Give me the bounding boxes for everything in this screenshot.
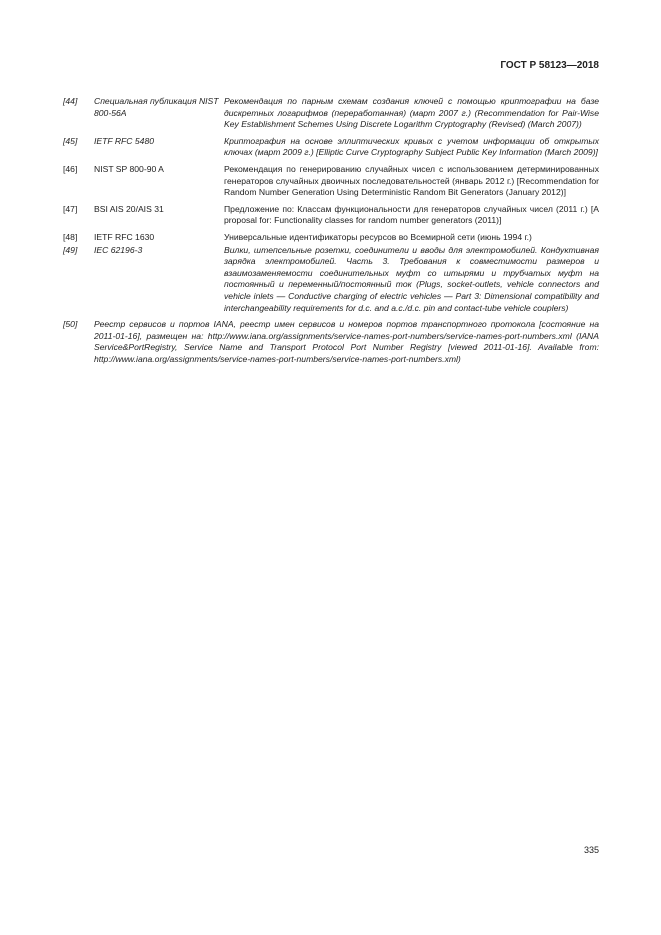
reference-description: Криптография на основе эллиптических кривых с учетом информации об открытых ключах (март 2009 г.) [Elliptic Curve Cryptography Subject Public Key Information (March 2009)] [224, 135, 599, 158]
reference-number: [48] [63, 231, 78, 242]
reference-source: IEC 62196-3 [94, 244, 143, 255]
reference-description: Вилки, штепсельные розетки, соединители и вводы для электромобилей. Кондуктивная зарядка электромобилей. Часть 3. Требования к совместимости размеров и взаимозаменяемости соединительных муфт со штырями и трубчатых муфт на постоянный и переменный/постоянный ток (Plugs, socket-outlets, vehicle connectors and vehicle inlets — Conductive charging of electric vehicles — Part 3: Dimensional compatibility and interchangeability requirements for d.c. and a.c./d.c. pin and contact-tube vehicle couplers) [224, 244, 599, 313]
document-header: ГОСТ Р 58123—2018 [500, 60, 599, 71]
reference-item [63, 232, 599, 244]
reference-number: [44] [63, 96, 78, 106]
reference-description: Предложение по: Классам функциональности для генераторов случайных чисел (2011 г.) [A proposal for: Functionality classes for random number generators (2011)] [224, 203, 599, 226]
reference-item [63, 245, 599, 315]
bibliography-list [63, 96, 599, 370]
reference-number: [49] [63, 244, 78, 255]
reference-number: [47] [63, 203, 78, 214]
reference-source: IETF RFC 5480 [94, 135, 155, 146]
reference-item [63, 319, 599, 365]
reference-item [63, 136, 599, 159]
reference-number: [46] [63, 163, 78, 174]
reference-description: Рекомендация по генерированию случайных чисел с использованием детерминированных генераторов случайных двоичных последовательностей (январь 2012 г.) [Recommendation for Random Number Generation Using Deterministic Random Bit Generators (January 2012)] [224, 163, 599, 198]
reference-source: BSI AIS 20/AIS 31 [94, 203, 164, 214]
reference-source: Специальная публикация NIST 800-56A [94, 96, 219, 118]
reference-description: Рекомендация по парным схемам создания ключей с помощью криптографии на базе дискретных логарифмов (переработанная) (март 2007 г.) (Recommendation for Pair-Wise Key Establishment Schemes Using Discrete Logarithm Cryptography (Revised) (March 2007)) [224, 96, 599, 130]
reference-number: [45] [63, 135, 78, 146]
page-number: 335 [583, 845, 599, 855]
reference-number: [50] [63, 319, 78, 330]
reference-source: IETF RFC 1630 [94, 231, 155, 242]
reference-item [63, 204, 599, 227]
reference-item [63, 164, 599, 199]
reference-source: NIST SP 800-90 A [94, 163, 164, 174]
reference-item [63, 96, 599, 131]
reference-description: Универсальные идентификаторы ресурсов во Всемирной сети (июнь 1994 г.) [224, 231, 532, 242]
reference-description: Реестр сервисов и портов IANA, реестр имен сервисов и номеров портов транспортного протокола [состояние на 2011-01-16], размещен на: http://www.iana.org/assignments/service-names-port-numbers/service-names-port-numbers.xml (IANA Service&PortRegistry, Service Name and Transport Protocol Port Number Registry [viewed 2011-01-16]. Available from: http://www.iana.org/assignments/service-names-port-numbers/service-names-port-numbers.xml) [94, 319, 599, 364]
